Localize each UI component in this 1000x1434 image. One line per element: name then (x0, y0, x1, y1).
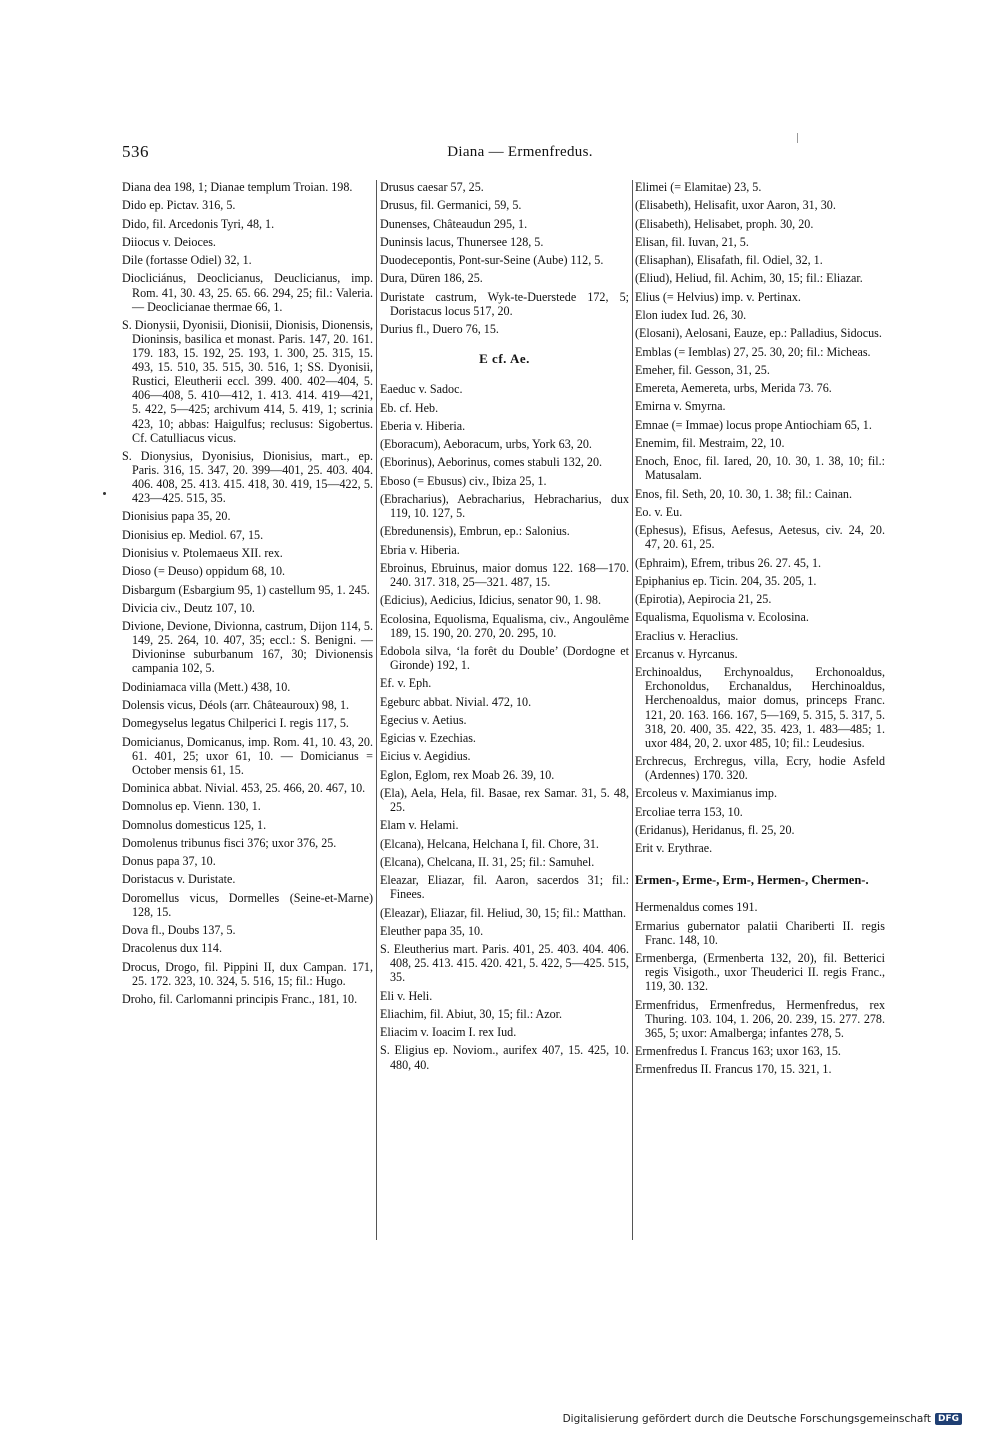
index-entry: Eicius v. Aegidius. (380, 749, 471, 764)
index-entry: Eleuther papa 35, 10. (380, 923, 484, 938)
index-entry: Dido, fil. Arcedonis Tyri, 48, 1. (122, 216, 275, 231)
index-entry: (Edicius), Aedicius, Idicius, senator 90, 1. 98. (380, 593, 602, 608)
index-entry: (Eboracum), Aeboracum, urbs, York 63, 20. (380, 437, 592, 452)
index-entry: Duristate castrum, Wyk-te-Duerstede 172, 5; Doristacus locus 517, 20. (380, 289, 629, 318)
index-entry: Dionisius papa 35, 20. (122, 509, 231, 524)
index-entry: Dominica abbat. Nivial. 453, 25. 466, 20. 467, 10. (122, 781, 366, 796)
index-entry: Duninsis lacus, Thunersee 128, 5. (380, 234, 544, 249)
entry-list (122, 180, 373, 1006)
index-entry: Ercoleus v. Maximianus imp. (635, 786, 777, 801)
index-entry: Diiocus v. Deioces. (122, 234, 216, 249)
index-entry: Eleazar, Eliazar, fil. Aaron, sacerdos 31; fil.: Finees. (380, 873, 629, 902)
index-entry: Donus papa 37, 10. (122, 854, 216, 869)
index-entry: (Eridanus), Heridanus, fl. 25, 20. (635, 822, 795, 837)
index-entry: Dioso (= Deuso) oppidum 68, 10. (122, 564, 286, 579)
column-rule (632, 180, 633, 1240)
index-entry: Dodiniamaca villa (Mett.) 438, 10. (122, 679, 291, 694)
index-entry: (Ela), Aela, Hela, fil. Basae, rex Samar. 31, 5. 48, 25. (380, 785, 629, 815)
index-entry: (Eleazar), Eliazar, fil. Heliud, 30, 15; fil.: Matthan. (380, 905, 627, 920)
index-entry: Enos, fil. Seth, 20, 10. 30, 1. 38; fil.: Cainan. (635, 486, 853, 501)
index-entry: Epiphanius ep. Ticin. 204, 35. 205, 1. (635, 573, 817, 588)
index-entry: Dunenses, Châteaudun 295, 1. (380, 216, 528, 231)
index-column-3 (635, 180, 885, 1081)
index-entry: Emereta, Aemereta, urbs, Merida 73. 76. (635, 381, 832, 396)
index-entry: Emnae (= Immae) locus prope Antiochiam 65, 1. (635, 417, 872, 432)
index-entry: Drocus, Drogo, fil. Pippini II, dux Campan. 171, 25. 172. 323, 10. 324, 5. 516, 15; fil.: Hugo. (122, 959, 373, 988)
index-entry: (Ephraim), Efrem, tribus 26. 27. 45, 1. (635, 555, 822, 570)
index-entry: Domicianus, Domicanus, imp. Rom. 41, 10. 43, 20. 61. 401, 25; uxor 61, 10. — Domicianus = October mensis 61, 15. (122, 734, 373, 777)
index-entry: Emirna v. Smyrna. (635, 399, 726, 414)
index-entry: Ecolosina, Equolisma, Equalisma, civ., Angoulême 189, 15. 190, 20. 270, 20. 295, 10. (380, 611, 629, 640)
index-entry: Domnolus domesticus 125, 1. (122, 817, 267, 832)
index-entry: Durius fl., Duero 76, 15. (380, 322, 499, 337)
index-entry: (Ebredunensis), Embrun, ep.: Salonius. (380, 524, 570, 539)
index-entry: Domnolus ep. Vienn. 130, 1. (122, 799, 261, 814)
index-entry: Ercoliae terra 153, 10. (635, 804, 743, 819)
index-entry: Ermarius gubernator palatii Chariberti II. regis Franc. 148, 10. (635, 918, 885, 947)
index-entry: S. Eligius ep. Noviom., aurifex 407, 15. 425, 10. 480, 40. (380, 1043, 629, 1072)
index-entry: Eb. cf. Heb. (380, 400, 439, 415)
index-entry: (Ebracharius), Aebracharius, Hebracharius, dux 119, 10. 127, 5. (380, 491, 629, 521)
index-entry: Equalisma, Equolisma v. Ecolosina. (635, 610, 809, 625)
index-entry: (Epirotia), Aepirocia 21, 25. (635, 592, 772, 607)
index-entry: Domegyselus legatus Chilperici I. regis 117, 5. (122, 716, 349, 731)
column-rule (376, 180, 377, 1240)
running-head: Diana — Ermenfredus. (447, 144, 593, 160)
index-entry: Divione, Devione, Divionna, castrum, Dijon 114, 5. 149, 25. 264, 10. 407, 35; eccl.: S. Benigni. — Divioninse suburbanum 167, 30; Divionensis campania 102, 5. (122, 619, 373, 676)
index-entry: Enemim, fil. Mestraim, 22, 10. (635, 435, 785, 450)
index-entry: Dova fl., Doubs 137, 5. (122, 923, 236, 938)
index-entry: Dido ep. Pictav. 316, 5. (122, 198, 236, 213)
index-column-1 (122, 180, 373, 1010)
index-entry: Erit v. Erythrae. (635, 841, 713, 856)
index-entry: (Elisabeth), Helisabet, proph. 30, 20. (635, 216, 814, 231)
index-entry: Ermenfredus I. Francus 163; uxor 163, 15. (635, 1043, 841, 1058)
entry-list (380, 180, 629, 336)
index-entry: (Ephesus), Efisus, Aefesus, Aetesus, civ. 24, 20. 47, 20. 61, 25. (635, 523, 885, 552)
index-entry: (Elcana), Helcana, Helchana I, fil. Chore, 31. (380, 836, 599, 851)
section-heading: E cf. Ae. (479, 351, 530, 367)
index-entry: Disbargum (Esbargium 95, 1) castellum 95, 1. 245. (122, 582, 370, 597)
index-entry: Doromellus vicus, Dormelles (Seine-et-Marne) 128, 15. (122, 890, 373, 919)
index-entry: (Elisaphan), Elisafath, fil. Odiel, 32, 1. (635, 253, 823, 268)
index-entry: Duodecepontis, Pont-sur-Seine (Aube) 112, 5. (380, 253, 604, 268)
index-entry: Ermenberga, (Ermenberta 132, 20), fil. Betterici regis Visigoth., uxor Theuderici II. regis Franc., 119, 30. 132. (635, 951, 885, 994)
index-entry: Emeher, fil. Gesson, 31, 25. (635, 362, 770, 377)
index-entry: Eraclius v. Heraclius. (635, 628, 739, 643)
index-entry: Enoch, Enoc, fil. Iared, 20, 10. 30, 1. 38, 10; fil.: Matusalam. (635, 454, 885, 483)
index-column-2 (380, 180, 629, 1076)
index-entry: Egicias v. Ezechias. (380, 731, 476, 746)
index-entry: Ebria v. Hiberia. (380, 542, 460, 557)
entry-list (380, 382, 629, 1071)
index-entry: Ef. v. Eph. (380, 676, 432, 691)
index-entry: Drusus, fil. Germanici, 59, 5. (380, 198, 522, 213)
index-entry: Diocliciánus, Deoclicianus, Deuclicianus, imp. Rom. 41, 30. 43, 25. 65. 66. 294, 25; fil.: Valeria. — Deoclicianae thermae 66, 1. (122, 271, 373, 314)
index-entry: Droho, fil. Carlomanni principis Franc., 181, 10. (122, 992, 358, 1007)
index-entry: Doristacus v. Duristate. (122, 872, 236, 887)
index-entry: Dracolenus dux 114. (122, 941, 222, 956)
index-entry: Hermenaldus comes 191. (635, 900, 758, 915)
index-entry: S. Dionysii, Dyonisii, Dionisii, Dionisis, Dionensis, Dioninsis, basilica et monast. Paris. 147, 20. 161. 179. 183, 15. 192, 25. 193, 1. 300, 25. 315, 15. 493, 15. 510, 35. 515, 30. 516, 1; SS. Dyonisii, Rustici, Eleutherii eccl. 399. 400. 402—404, 5. 406—408, 5. 410—412, 1. 413. 414. 419—421, 5. 422, 5—425; archivum 414, 5. 419, 1; scrinia 423, 10; abbas: Haigulfus; reclusus: Sigobertus. Cf. Catulliacus vicus. (122, 317, 373, 445)
dfg-logo: DFG (935, 1413, 962, 1425)
index-entry: Domolenus tribunus fisci 376; uxor 376, 25. (122, 835, 337, 850)
index-entry: Diana dea 198, 1; Dianae templum Troian. 198. (122, 180, 353, 194)
credit-text: Digitalisierung gefördert durch die Deutsche Forschungsgemeinschaft (562, 1413, 931, 1425)
index-entry: Dile (fortasse Odiel) 32, 1. (122, 253, 252, 268)
index-entry: Erchrecus, Erchregus, villa, Ecry, hodie Asfeld (Ardennes) 170. 320. (635, 753, 885, 783)
page-number: 536 (122, 142, 149, 161)
index-entry: Elisan, fil. Iuvan, 21, 5. (635, 234, 749, 249)
index-entry: Edobola silva, ‘la forêt du Double’ (Dordogne et Gironde) 192, 1. (380, 643, 629, 672)
index-entry: Eo. v. Eu. (635, 504, 683, 519)
index-entry: Elimei (= Elamitae) 23, 5. (635, 180, 762, 194)
index-entry: S. Eleutherius mart. Paris. 401, 25. 403. 404. 406. 408, 25. 413. 415. 420. 421, 5. 422, 5—425. 515, 35. (380, 942, 629, 985)
index-entry: Ermenfridus, Ermenfredus, Hermenfredus, rex Thuring. 103. 104, 1. 206, 20. 239, 15. 277. 278. 365, 5; uxor: Amalberga; infantes 278, 5. (635, 997, 885, 1040)
index-entry: Eliacim v. Ioacim I. rex Iud. (380, 1025, 517, 1040)
index-entry: Dura, Düren 186, 25. (380, 271, 483, 286)
index-entry: Elon iudex Iud. 26, 30. (635, 307, 747, 322)
index-entry: (Eliud), Heliud, fil. Achim, 30, 15; fil.: Eliazar. (635, 271, 863, 286)
index-entry: Eliachim, fil. Abiut, 30, 15; fil.: Azor. (380, 1006, 563, 1021)
digitization-credit (563, 1413, 962, 1425)
index-entry: Divicia civ., Deutz 107, 10. (122, 600, 255, 615)
index-entry: Eli v. Heli. (380, 988, 433, 1003)
index-entry: Ebroinus, Ebruinus, maior domus 122. 168—170. 240. 317. 318, 25—321. 487, 15. (380, 560, 629, 589)
index-entry: Egecius v. Aetius. (380, 712, 467, 727)
margin-mark (103, 492, 106, 495)
index-entry: (Eborinus), Aeborinus, comes stabuli 132, 20. (380, 455, 603, 470)
index-entry: Emblas (= Iemblas) 27, 25. 30, 20; fil.: Micheas. (635, 344, 871, 359)
index-entry: Eglon, Eglom, rex Moab 26. 39, 10. (380, 767, 555, 782)
index-entry: (Elcana), Chelcana, II. 31, 25; fil.: Samuhel. (380, 854, 595, 869)
index-entry: Egeburc abbat. Nivial. 472, 10. (380, 694, 532, 709)
index-entry: Ercanus v. Hyrcanus. (635, 646, 738, 661)
index-entry: Drusus caesar 57, 25. (380, 180, 484, 194)
index-entry: Dionisius v. Ptolemaeus XII. rex. (122, 546, 283, 561)
index-entry: (Elisabeth), Helisafit, uxor Aaron, 31, 30. (635, 198, 836, 213)
index-entry: Eaeduc v. Sadoc. (380, 382, 463, 397)
index-entry: Dolensis vicus, Déols (arr. Châteauroux) 98, 1. (122, 698, 350, 712)
index-entry: Elius (= Helvius) imp. v. Pertinax. (635, 289, 801, 304)
entry-list (635, 900, 885, 1076)
index-entry: Ermenfredus II. Francus 170, 15. 321, 1. (635, 1062, 832, 1077)
index-entry: Dionisius ep. Mediol. 67, 15. (122, 527, 264, 542)
index-entry: Erchinoaldus, Erchynoaldus, Erchonoaldus, Erchonoldus, Erchanaldus, Herchinoaldus, Herchenoaldus, maior domus, princeps Franc. 121, 20. 163. 166. 167, 5—169, 5. 315, 5. 317, 5. 318, 20. 400, 35. 422, 35. 423, 1. 483—485; 1. uxor 484, 20, 2. uxor 485, 10; fil.: Leudesius. (635, 665, 885, 750)
index-entry: Eboso (= Ebusus) civ., Ibiza 25, 1. (380, 473, 547, 488)
index-entry: Eberia v. Hiberia. (380, 418, 466, 433)
letter-group-heading: Ermen-, Erme-, Erm-, Hermen-, Chermen-. (635, 873, 869, 888)
entry-list (635, 180, 885, 855)
scan-mark (797, 133, 798, 143)
index-entry: Elam v. Helami. (380, 818, 459, 833)
index-entry: S. Dionysius, Dyonisius, Dionisius, mart., ep. Paris. 316, 15. 347, 20. 399—401, 25. 403. 404. 406. 408, 25. 413. 415. 418, 30. 419, 15—422, 5. 423—425. 515, 35. (122, 448, 373, 506)
index-entry: (Elosani), Aelosani, Eauze, ep.: Palladius, Sidocus. (635, 326, 882, 341)
